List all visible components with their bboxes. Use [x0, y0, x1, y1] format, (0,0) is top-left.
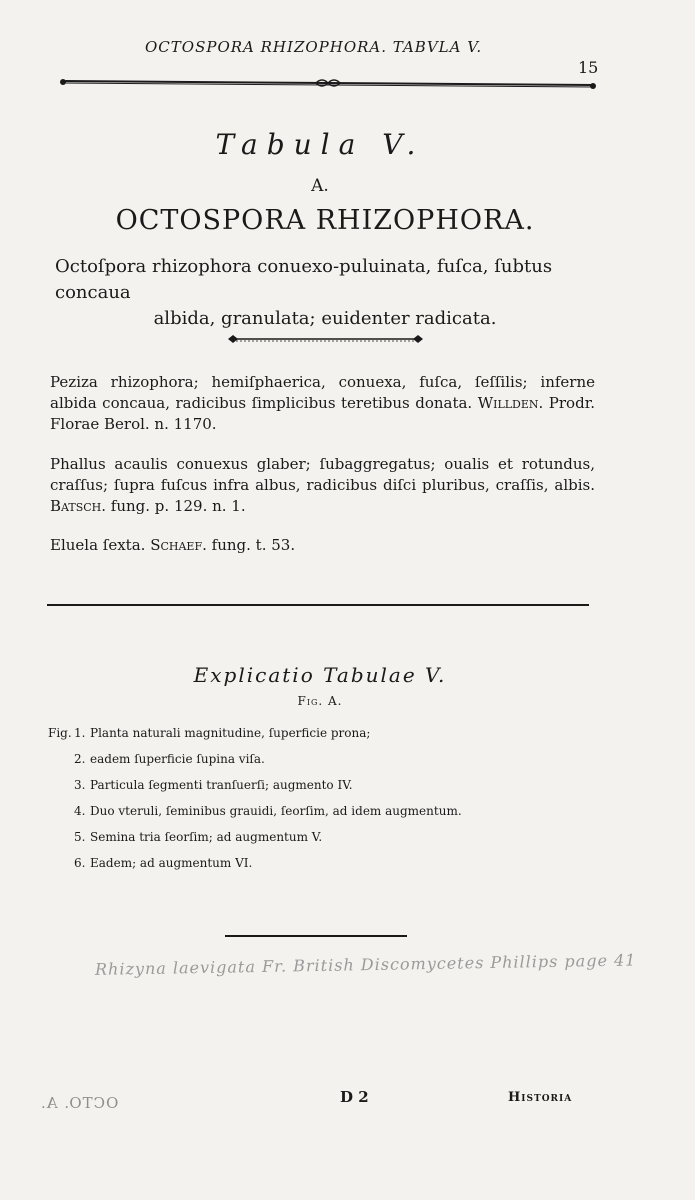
figure-caption: Semina tria ſeorſim; ad augmentum V. — [90, 830, 323, 844]
closing-rule — [225, 935, 407, 937]
synonym-reference: fung. t. 53. — [211, 536, 296, 554]
explanation-subtitle: Fig. A. — [297, 694, 343, 708]
synonym-entry — [50, 535, 595, 556]
figure-number: 2. — [74, 752, 86, 766]
figure-caption: Eadem; ad augmentum VI. — [90, 856, 253, 870]
figure-item — [48, 724, 608, 747]
synonym-entry — [50, 372, 595, 435]
figure-item — [48, 750, 608, 773]
synonym-author: Batsch. — [50, 497, 107, 515]
bleedthrough-text: OCTO. A. — [40, 1094, 119, 1112]
synonym-author: Willden. — [477, 394, 544, 412]
figure-item — [48, 828, 608, 851]
synonym-reference: Prodr. Florae Berol. n. 1170. — [50, 394, 595, 433]
explanation-title: Explicatio Tabulae V. — [193, 663, 447, 687]
diagnosis-line-1: Octoſpora rhizophora conuexo-puluinata, fuſca, ſubtus concaua — [55, 256, 553, 303]
section-rule — [47, 604, 589, 606]
species-diagnosis — [55, 254, 595, 332]
figure-item — [48, 776, 608, 799]
figure-number: 3. — [74, 778, 86, 792]
plate-title: Tabula V. — [215, 128, 425, 161]
figure-lead: Fig. — [48, 726, 72, 740]
figure-list — [48, 724, 608, 880]
species-name: OCTOSPORA RHIZOPHORA. — [115, 205, 535, 236]
figure-caption: Planta naturali magnitudine, ſuperficie prona; — [90, 726, 371, 740]
synonym-entry — [50, 454, 595, 517]
figure-caption: eadem ſuperficie ſupina viſa. — [90, 752, 265, 766]
diagnosis-line-2: albida, granulata; euidenter radicata. — [153, 308, 497, 329]
figure-number: 4. — [74, 804, 86, 818]
figure-number: 1. — [74, 726, 86, 740]
figure-item — [48, 854, 608, 877]
figure-number: 6. — [74, 856, 86, 870]
synonym-author: Schaef. — [150, 536, 207, 554]
figure-caption: Duo vteruli, ſeminibus grauidi, ſeorſim, ad idem augmentum. — [90, 804, 462, 818]
ornamental-rule-top — [58, 76, 598, 90]
plate-letter: A. — [311, 176, 329, 196]
synonym-reference: fung. p. 129. n. 1. — [110, 497, 246, 515]
synonym-text: Peziza rhizophora; hemiſphaerica, conuexa, fuſca, ſeſſilis; inferne albida concaua, radicibus ſimplicibus teretibus donata. — [50, 373, 595, 412]
catchword: Historia — [508, 1090, 573, 1105]
figure-number: 5. — [74, 830, 86, 844]
synonym-text: Phallus acaulis conuexus glaber; ſubaggregatus; oualis et rotundus, craſſus; ſupra fuſcus infra albus, radicibus diſci pluribus, craſſis, albis. — [50, 455, 595, 494]
signature-mark: D 2 — [340, 1088, 369, 1106]
running-title: OCTOSPORA RHIZOPHORA. TABVLA V. — [145, 38, 483, 56]
figure-item — [48, 802, 608, 825]
ornament-divider — [228, 332, 423, 346]
figure-caption: Particula ſegmenti tranſuerſi; augmento IV. — [90, 778, 353, 792]
page-number: 15 — [578, 58, 599, 77]
handwritten-annotation: Rhizyna laevigata Fr. British Discomycetes Phillips page 41 — [94, 950, 637, 979]
synonym-text: Eluela ſexta. — [50, 536, 146, 554]
